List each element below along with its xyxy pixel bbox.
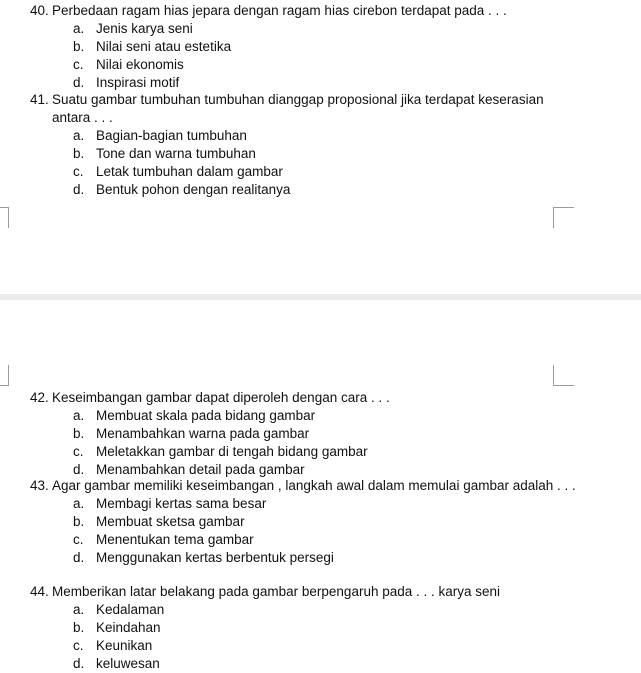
option-c bbox=[73, 637, 630, 655]
option-letter: a. bbox=[73, 128, 85, 143]
option-letter: d. bbox=[73, 75, 85, 90]
option-b bbox=[73, 513, 630, 531]
option-a bbox=[73, 20, 630, 38]
option-text: Membagi kertas sama besar bbox=[96, 496, 267, 511]
question-stem bbox=[30, 477, 630, 495]
option-a bbox=[73, 601, 630, 619]
option-text: Membuat sketsa gambar bbox=[96, 514, 245, 529]
page-corner-mark bbox=[0, 207, 9, 228]
option-text: Nilai ekonomis bbox=[96, 57, 184, 72]
question-stem bbox=[30, 91, 630, 127]
option-text: Nilai seni atau estetika bbox=[96, 39, 232, 54]
question-stem bbox=[30, 389, 630, 407]
page-separator bbox=[0, 294, 641, 300]
option-letter: b. bbox=[73, 426, 85, 441]
question-stem bbox=[30, 2, 630, 20]
option-text: Jenis karya seni bbox=[96, 21, 193, 36]
question-number: 42. bbox=[30, 390, 49, 405]
question-stem bbox=[30, 583, 630, 601]
option-letter: d. bbox=[73, 550, 85, 565]
option-letter: c. bbox=[73, 638, 84, 653]
question-number: 43. bbox=[30, 478, 49, 493]
option-b bbox=[73, 38, 630, 56]
page-corner-mark bbox=[553, 365, 574, 386]
option-c bbox=[73, 443, 630, 461]
question-43 bbox=[30, 477, 630, 567]
question-40 bbox=[30, 2, 630, 92]
option-letter: c. bbox=[73, 57, 84, 72]
question-42 bbox=[30, 389, 630, 479]
question-text: Keseimbangan gambar dapat diperoleh dengan cara . . . bbox=[52, 390, 390, 405]
option-letter: d. bbox=[73, 182, 85, 197]
option-letter: d. bbox=[73, 462, 85, 477]
option-text: Bagian-bagian tumbuhan bbox=[96, 128, 247, 143]
option-d bbox=[73, 74, 630, 92]
option-text: Menambahkan warna pada gambar bbox=[96, 426, 310, 441]
question-text: Agar gambar memiliki keseimbangan , langkah awal dalam memulai gambar adalah . . . bbox=[52, 478, 576, 493]
question-text: Memberikan latar belakang pada gambar berpengaruh pada . . . karya seni bbox=[52, 584, 501, 599]
option-b bbox=[73, 425, 630, 443]
option-letter: b. bbox=[73, 620, 85, 635]
option-text: Menambahkan detail pada gambar bbox=[96, 462, 305, 477]
option-d bbox=[73, 655, 630, 673]
option-letter: c. bbox=[73, 164, 84, 179]
option-c bbox=[73, 163, 630, 181]
question-text: Perbedaan ragam hias jepara dengan ragam hias cirebon terdapat pada . . . bbox=[52, 3, 507, 18]
question-number: 41. bbox=[30, 92, 49, 107]
question-number: 44. bbox=[30, 584, 49, 599]
option-letter: b. bbox=[73, 39, 85, 54]
option-a bbox=[73, 127, 630, 145]
option-text: Membuat skala pada bidang gambar bbox=[96, 408, 316, 423]
option-letter: a. bbox=[73, 21, 85, 36]
question-44 bbox=[30, 583, 630, 673]
option-b bbox=[73, 145, 630, 163]
option-a bbox=[73, 495, 630, 513]
option-text: Keindahan bbox=[96, 620, 161, 635]
option-c bbox=[73, 56, 630, 74]
option-letter: b. bbox=[73, 514, 85, 529]
option-letter: c. bbox=[73, 444, 84, 459]
option-text: Tone dan warna tumbuhan bbox=[96, 146, 256, 161]
option-c bbox=[73, 531, 630, 549]
option-d bbox=[73, 549, 630, 567]
option-letter: b. bbox=[73, 146, 85, 161]
option-b bbox=[73, 619, 630, 637]
option-text: Letak tumbuhan dalam gambar bbox=[96, 164, 283, 179]
option-d bbox=[73, 181, 630, 199]
option-text: Meletakkan gambar di tengah bidang gambar bbox=[96, 444, 368, 459]
page-corner-mark bbox=[553, 207, 574, 228]
option-letter: d. bbox=[73, 656, 85, 671]
question-number: 40. bbox=[30, 3, 49, 18]
question-41 bbox=[30, 91, 630, 199]
option-letter: c. bbox=[73, 532, 84, 547]
option-text: Menentukan tema gambar bbox=[96, 532, 254, 547]
option-text: Inspirasi motif bbox=[96, 75, 180, 90]
option-text: keluwesan bbox=[96, 656, 160, 671]
option-text: Menggunakan kertas berbentuk persegi bbox=[96, 550, 334, 565]
page-corner-mark bbox=[0, 365, 9, 386]
option-a bbox=[73, 407, 630, 425]
option-letter: a. bbox=[73, 496, 85, 511]
option-letter: a. bbox=[73, 602, 85, 617]
option-text: Bentuk pohon dengan realitanya bbox=[96, 182, 291, 197]
option-text: Kedalaman bbox=[96, 602, 165, 617]
option-letter: a. bbox=[73, 408, 85, 423]
option-text: Keunikan bbox=[96, 638, 153, 653]
question-text: Suatu gambar tumbuhan tumbuhan dianggap proposional jika terdapat keserasian antara . . . bbox=[52, 92, 544, 125]
